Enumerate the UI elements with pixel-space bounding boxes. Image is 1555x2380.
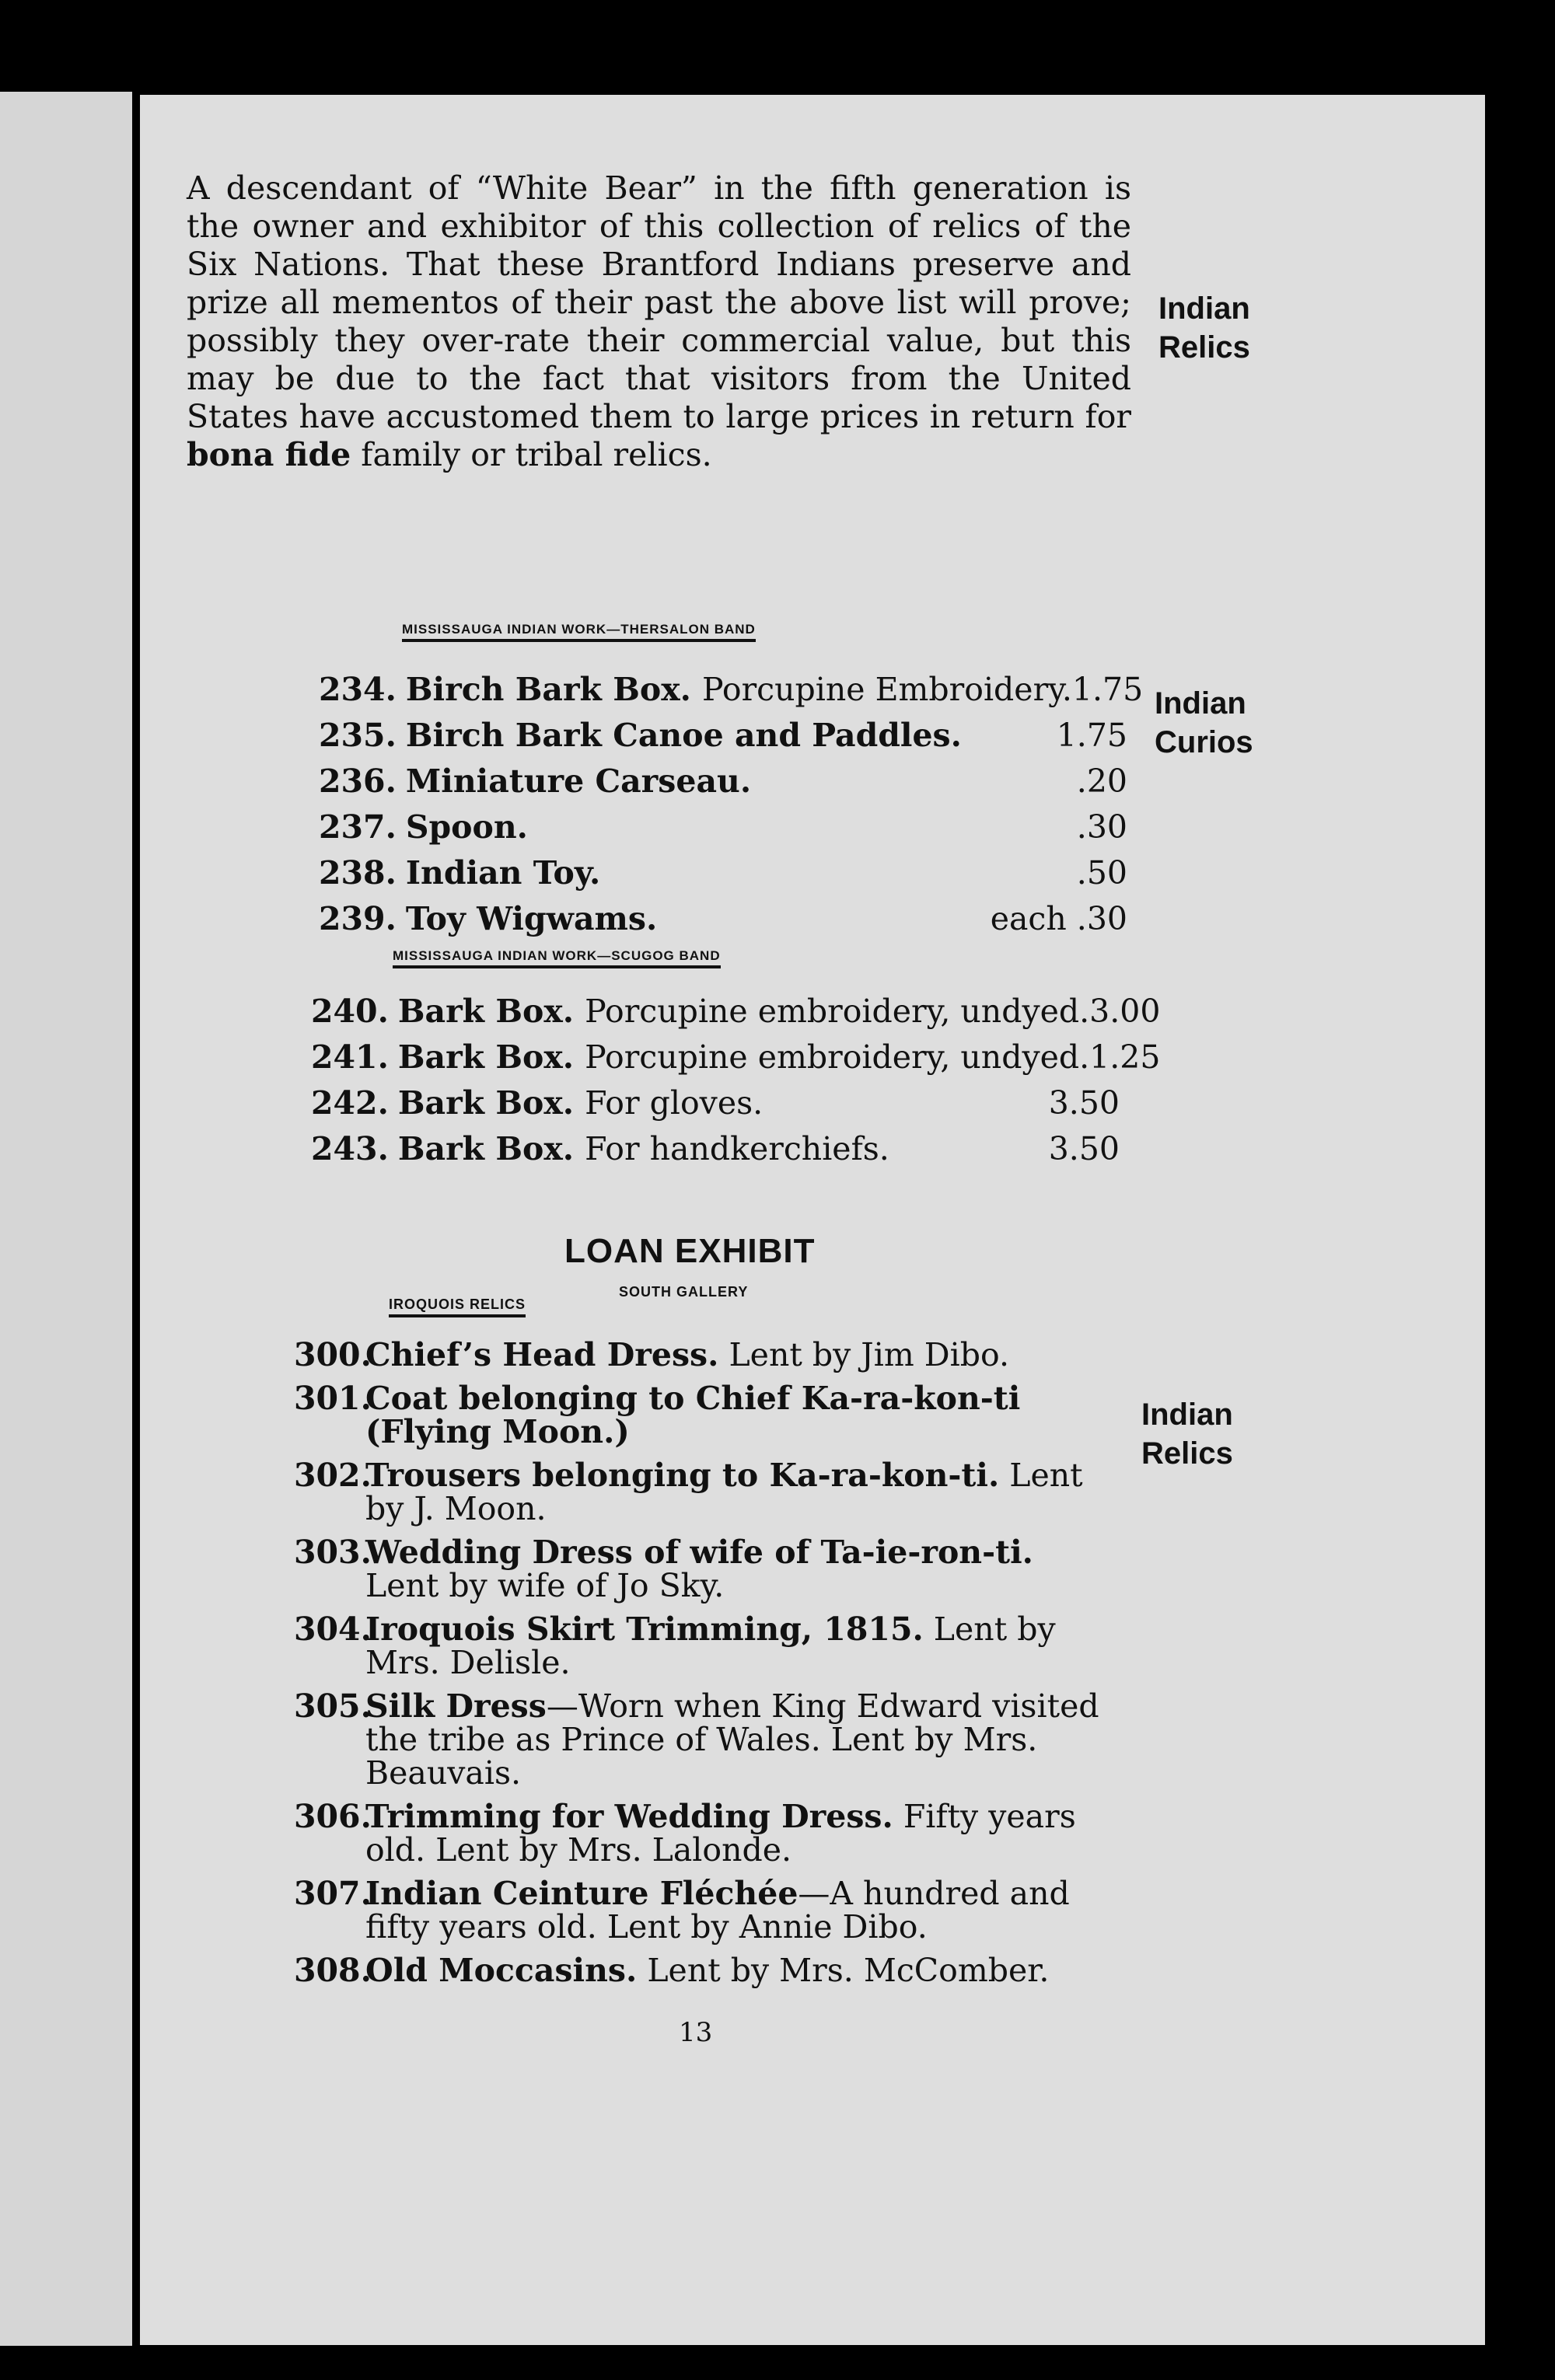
item-title: Trimming for Wedding Dress.	[365, 1798, 893, 1835]
list-item	[294, 1459, 1114, 1526]
item-number: 243.	[311, 1130, 389, 1167]
list-item	[319, 713, 1127, 759]
list-item	[294, 1338, 1114, 1372]
item-description: Porcupine embroidery, undyed.	[585, 993, 1090, 1030]
item-title: Bark Box.	[397, 1130, 575, 1167]
item-number: 304.	[294, 1611, 372, 1648]
list-item	[311, 1126, 1120, 1172]
item-title: Birch Bark Canoe and Paddles.	[405, 717, 962, 754]
item-text: —A hundred and fifty years old. Lent by Annie Dibo.	[365, 1875, 1070, 1946]
loan-list	[294, 1338, 1114, 1998]
list-item	[319, 667, 1144, 713]
list-item	[294, 1954, 1114, 1987]
list-item	[319, 804, 1127, 850]
item-description: For handkerchiefs.	[585, 1130, 889, 1167]
item-price: each .30	[990, 900, 1127, 937]
sidenote-relics-bottom: Indian Relics	[1141, 1398, 1233, 1471]
list-item	[294, 1687, 1114, 1792]
list-item	[294, 1613, 1114, 1680]
section-heading-scugog: MISSISSAUGA INDIAN WORK—SCUGOG BAND	[393, 948, 721, 968]
intro-lead: A descendant of “White Bear” in the fifth generation is the owner and exhibitor of this collection of relics of the Six Nations. That these Brantford Indians preserve and prize all mementos of their past the above list will prove; possibly they over-rate their commercial value, but this may be due to the fact that visitors from the United States have accustomed them to large prices in return for	[187, 169, 1131, 435]
item-title: Indian Toy.	[405, 854, 601, 892]
item-text: Lent by Mrs. Delisle.	[365, 1611, 1056, 1681]
list-item	[311, 1080, 1120, 1126]
item-title: Coat belonging to Chief Ka-ra-kon-ti (Flying Moon.)	[365, 1380, 1021, 1450]
item-title: Bark Box.	[397, 1038, 575, 1076]
item-price: .20	[1076, 763, 1127, 800]
intro-paragraph	[187, 169, 1131, 474]
item-text: Fifty years old. Lent by Mrs. Lalonde.	[365, 1798, 1076, 1869]
list-item	[294, 1536, 1114, 1603]
list-item	[311, 1035, 1161, 1080]
item-title: Spoon.	[405, 808, 528, 846]
item-text: Lent by wife of Jo Sky.	[365, 1567, 725, 1604]
item-number: 300.	[294, 1336, 372, 1373]
item-title: Birch Bark Box.	[405, 671, 691, 708]
item-title: Toy Wigwams.	[405, 900, 658, 937]
item-text: Lent by Mrs. McComber.	[647, 1952, 1050, 1989]
sidenote-relics-top: Indian Relics	[1158, 291, 1250, 365]
list-item	[294, 1382, 1114, 1449]
item-title: Chief’s Head Dress.	[365, 1336, 719, 1373]
item-price: .30	[1076, 808, 1127, 846]
item-number: 242.	[311, 1084, 389, 1122]
item-title: Old Moccasins.	[365, 1952, 638, 1989]
item-price: 1.75	[1071, 671, 1144, 708]
item-title: Indian Ceinture Fléchée	[365, 1875, 798, 1912]
list-item	[319, 896, 1127, 942]
facing-page-edge	[0, 92, 132, 2346]
item-number: 306.	[294, 1798, 372, 1835]
item-price: .50	[1076, 854, 1127, 892]
item-price: 1.75	[1056, 717, 1127, 754]
item-price: 3.50	[1048, 1130, 1120, 1167]
item-title: Silk Dress	[365, 1687, 547, 1725]
list-item	[311, 989, 1161, 1035]
item-description: For gloves.	[585, 1084, 764, 1122]
item-price: 3.50	[1048, 1084, 1120, 1122]
list-item	[319, 850, 1127, 896]
list-item	[294, 1877, 1114, 1944]
sidenote-curios: Indian Curios	[1155, 686, 1253, 759]
item-number: 302.	[294, 1457, 372, 1494]
item-title: Miniature Carseau.	[405, 763, 752, 800]
gallery-subtitle: SOUTH GALLERY	[619, 1284, 749, 1300]
page-number: 13	[679, 2017, 713, 2048]
intro-tail: family or tribal relics.	[361, 436, 712, 473]
item-text: Lent by Jim Dibo.	[729, 1336, 1009, 1373]
item-title: Trousers belonging to Ka-ra-kon-ti.	[365, 1457, 1000, 1494]
item-text: Lent by J. Moon.	[365, 1457, 1083, 1527]
item-number: 307.	[294, 1875, 372, 1912]
item-price: 3.00	[1089, 993, 1161, 1030]
section-heading-iroquois: IROQUOIS RELICS	[389, 1296, 526, 1317]
section-heading-thersalon: MISSISSAUGA INDIAN WORK—THERSALON BAND	[402, 622, 756, 642]
item-number: 308.	[294, 1952, 372, 1989]
item-text: —Worn when King Edward visited the tribe as Prince of Wales. Lent by Mrs. Beauvais.	[365, 1687, 1099, 1792]
item-title: Wedding Dress of wife of Ta-ie-ron-ti.	[365, 1534, 1033, 1571]
scugog-list	[311, 989, 1161, 1172]
item-number: 301.	[294, 1380, 372, 1417]
item-number: 305.	[294, 1687, 372, 1725]
item-number: 241.	[311, 1038, 389, 1076]
item-number: 237.	[319, 808, 397, 846]
intro-emphasis: bona fide	[187, 436, 351, 473]
item-number: 238.	[319, 854, 397, 892]
item-number: 239.	[319, 900, 397, 937]
item-number: 235.	[319, 717, 397, 754]
item-number: 234.	[319, 671, 397, 708]
item-number: 303.	[294, 1534, 372, 1571]
item-number: 240.	[311, 993, 389, 1030]
item-number: 236.	[319, 763, 397, 800]
list-item	[319, 759, 1127, 804]
item-title: Bark Box.	[397, 1084, 575, 1122]
item-title: Bark Box.	[397, 993, 575, 1030]
loan-exhibit-title: LOAN EXHIBIT	[564, 1232, 816, 1270]
item-price: 1.25	[1089, 1038, 1161, 1076]
item-description: Porcupine embroidery, undyed.	[585, 1038, 1090, 1076]
item-title: Iroquois Skirt Trimming, 1815.	[365, 1611, 924, 1648]
item-description: Porcupine Embroidery.	[701, 671, 1072, 708]
list-item	[294, 1800, 1114, 1867]
thersalon-list	[319, 667, 1144, 942]
